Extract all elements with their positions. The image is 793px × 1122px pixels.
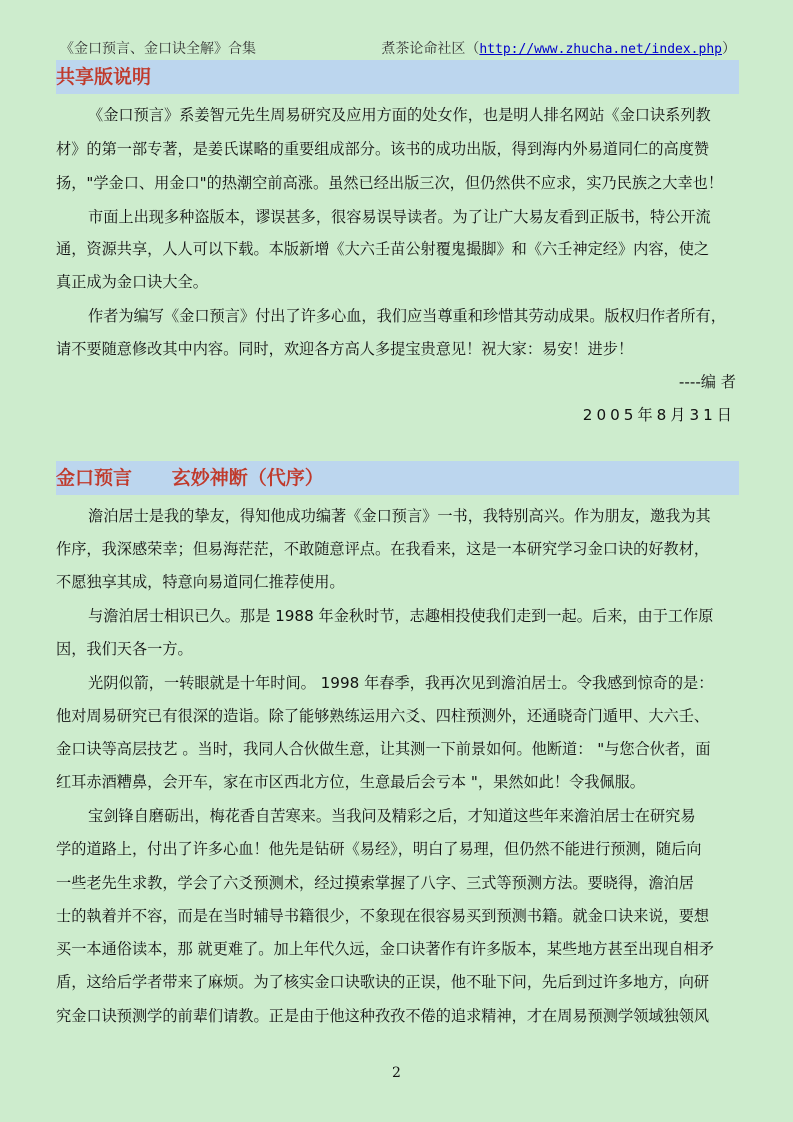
paragraph-line: 作者为编写《金口预言》付出了许多心血，我们应当尊重和珍惜其劳动成果。版权归作者所有， [88, 307, 726, 325]
paragraph-line: 扬，"学金口、用金口"的热潮空前高涨。虽然已经出版三次，但仍然供不应求，实乃民族之大幸也！ [56, 174, 724, 192]
section-title-preface: 金口预言 玄妙神断（代序） [56, 467, 324, 489]
header-site-name: 煮茶论命社区（ [381, 41, 480, 57]
page-number: 2 [392, 1065, 401, 1081]
signature: ----编 者 [678, 373, 736, 391]
paragraph-line: 澹泊居士是我的挚友，得知他成功编著《金口预言》一书，我特别高兴。作为朋友，邀我为其 [88, 507, 711, 525]
paragraph-line: 宝剑锋自磨砺出，梅花香自苦寒来。当我问及精彩之后，才知道这些年来澹泊居士在研究易 [88, 807, 696, 825]
header-book-title: 《金口预言、金口诀全解》合集 [60, 41, 256, 57]
paragraph-line: 不愿独享其成，特意向易道同仁推荐使用。 [56, 573, 345, 591]
paragraph-line: 一些老先生求教，学会了六爻预测术，经过摸索掌握了八字、三式等预测方法。要晓得，澹泊居 [56, 874, 694, 892]
paragraph-line: 通，资源共享，人人可以下载。本版新增《大六壬苗公射覆鬼撮脚》和《六壬神定经》内容，使之 [56, 240, 710, 258]
header-site-close: ） [722, 41, 736, 57]
paragraph-line: 红耳赤酒糟鼻，会开车，家在市区西北方位，生意最后会亏本 "，果然如此！令我佩服。 [56, 773, 645, 791]
paragraph-line: 真正成为金口诀大全。 [56, 273, 208, 291]
paragraph-line: 他对周易研究已有很深的造诣。除了能够熟练运用六爻、四柱预测外，还通晓奇门遁甲、大六壬、 [56, 707, 710, 725]
paragraph-line: 学的道路上，付出了许多心血！他先是钻研《易经》，明白了易理，但仍然不能进行预测，随后向 [56, 840, 702, 858]
page-header [60, 38, 736, 58]
paragraph-line: 盾，这给后学者带来了麻烦。为了核实金口诀歌诀的正误，他不耻下问，先后到过许多地方，向研 [56, 973, 710, 991]
date: 2005年8月31日 [582, 406, 736, 424]
paragraph-line: 材》的第一部专著，是姜氏谋略的重要组成部分。该书的成功出版，得到海内外易道同仁的高度赞 [56, 140, 710, 158]
paragraph-line: 市面上出现多种盗版本，谬误甚多，很容易误导读者。为了让广大易友看到正版书，特公开流 [88, 208, 711, 226]
paragraph-line: 士的執着并不容，而是在当时辅导书籍很少，不象现在很容易买到预测书籍。就金口诀来说，要想 [56, 907, 710, 925]
header-url-link[interactable]: http://www.zhucha.net/index.php [479, 42, 722, 57]
paragraph-line: 光阴似箭，一转眼就是十年时间。 1998 年春季，我再次见到澹泊居士。令我感到惊奇的是： [88, 674, 714, 692]
paragraph-line: 与澹泊居士相识已久。那是 1988 年金秋时节，志趣相投使我们走到一起。后来，由于工作原 [88, 607, 714, 625]
paragraph-line: 作序，我深感荣幸；但易海茫茫，不敢随意评点。在我看来，这是一本研究学习金口诀的好教材， [56, 540, 710, 558]
paragraph-line: 《金口预言》系姜智元先生周易研究及应用方面的处女作，也是明人排名网站《金口诀系列教 [88, 106, 711, 124]
paragraph-line: 请不要随意修改其中内容。同时，欢迎各方高人多提宝贵意见！祝大家：易安！进步！ [56, 340, 634, 358]
paragraph-line: 买一本通俗读本，那 就更难了。加上年代久远，金口诀著作有许多版本，某些地方甚至出现自相矛 [56, 940, 714, 958]
section-heading-bar [56, 60, 739, 94]
paragraph-line: 究金口诀预测学的前辈们请教。正是由于他这种孜孜不倦的追求精神，才在周易预测学领域独领风 [56, 1007, 710, 1025]
header-site [381, 38, 736, 58]
paragraph-line: 金口诀等高层技艺 。当时，我同人合伙做生意，让其测一下前景如何。他断道： "与您合伙者，面 [56, 740, 711, 758]
section-title-shareware: 共享版说明 [56, 66, 152, 88]
paragraph-line: 因，我们天各一方。 [56, 640, 193, 658]
